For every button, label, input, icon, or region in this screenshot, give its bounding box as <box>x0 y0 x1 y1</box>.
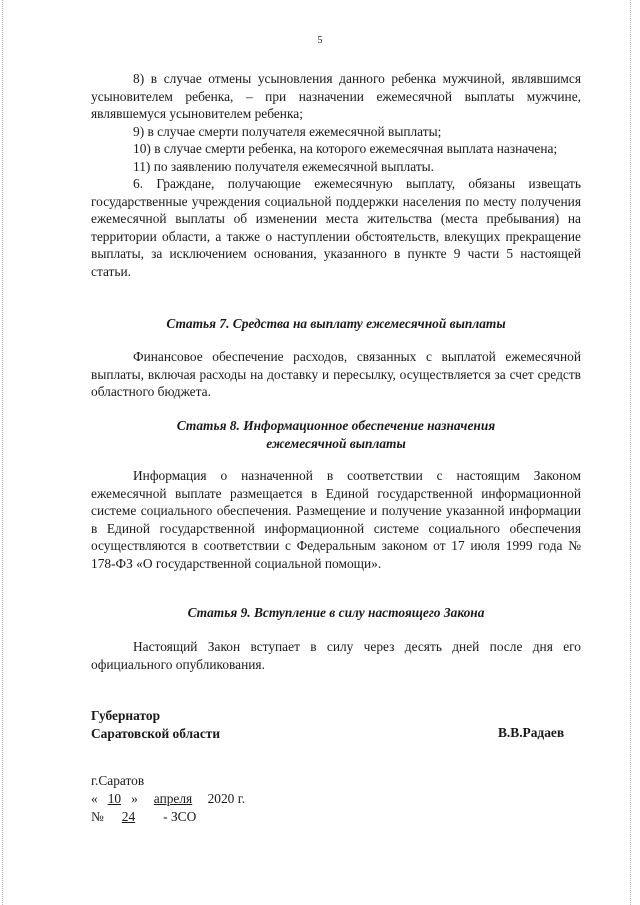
signature-title-line2: Саратовской области <box>91 726 221 741</box>
number-value: 24 <box>121 809 136 824</box>
page-number: 5 <box>317 35 323 46</box>
article-7-heading: Статья 7. Средства на выплату ежемесячной выплаты <box>166 316 506 331</box>
item-10: 10) в случае смерти ребенка, на которого ежемесячная выплата назначена; <box>133 141 558 156</box>
items-list <box>91 70 581 280</box>
number-prefix: № <box>91 809 104 824</box>
date-quote-open: « <box>91 791 98 806</box>
article-7-body <box>91 348 581 401</box>
item-11: 11) по заявлению получателя ежемесячной выплаты. <box>133 158 435 174</box>
right-scan-edge <box>630 0 632 905</box>
signature-title <box>91 707 220 743</box>
article-8-heading-line2: ежемесячной выплаты <box>266 435 406 451</box>
document-footer <box>91 772 245 826</box>
date-year: 2020 г. <box>207 791 246 806</box>
date-day: 10 <box>107 791 122 806</box>
article-9 <box>91 604 581 622</box>
article-9-text: Настоящий Закон вступает в силу через десять дней после дня его официального опубликования. <box>91 639 581 672</box>
article-7 <box>91 315 581 333</box>
item-8: 8) в случае отмены усыновления данного ребенка мужчиной, являвшимся усыновителем ребенка, – при назначении ежемесячной выплаты мужчине, являвшемуся усыновителем ребенка; <box>91 71 581 121</box>
article-8-text: Информация о назначенной в соответствии с настоящим Законом ежемесячной выплате размещается в Единой государственной информационной системе социального обеспечения. Размещение и получение указанной информации в Единой государственной информационной системе социального обеспечения осуществляются в соответствии с Федеральным законом от 17 июля 1999 года № 178-ФЗ «О государственной социальной помощи». <box>91 468 581 571</box>
footer-number <box>91 808 245 826</box>
article-7-text: Финансовое обеспечение расходов, связанных с выплатой ежемесячной выплаты, включая расходы на доставку и пересылку, осуществляется за счет средств областного бюджета. <box>91 349 581 399</box>
footer-city: г.Саратов <box>91 773 145 788</box>
article-9-heading: Статья 9. Вступление в силу настоящего Закона <box>187 605 485 620</box>
article-8 <box>91 417 581 452</box>
article-8-heading-line1: Статья 8. Информационное обеспечение назначения <box>176 418 496 433</box>
date-month: апреля <box>153 791 193 806</box>
article-9-body <box>91 638 581 673</box>
article-8-body <box>91 467 581 572</box>
signature-title-line1: Губернатор <box>91 708 161 723</box>
item-9: 9) в случае смерти получателя ежемесячной выплаты; <box>133 123 442 139</box>
number-suffix: - ЗСО <box>163 809 197 824</box>
part-6: 6. Граждане, получающие ежемесячную выплату, обязаны извещать государственные учреждения социальной поддержки населения по месту получения ежемесячной выплаты об изменении места жительства (места пребывания) на территории области, а также о наступлении обстоятельств, влекущих прекращение выплаты, за исключением основания, указанного в пункте 9 части 5 настоящей статьи. <box>91 176 581 279</box>
footer-date <box>91 790 245 808</box>
left-scan-edge <box>2 0 4 905</box>
date-quote-close: » <box>131 791 138 806</box>
signature-name: В.В.Радаев <box>498 725 565 740</box>
